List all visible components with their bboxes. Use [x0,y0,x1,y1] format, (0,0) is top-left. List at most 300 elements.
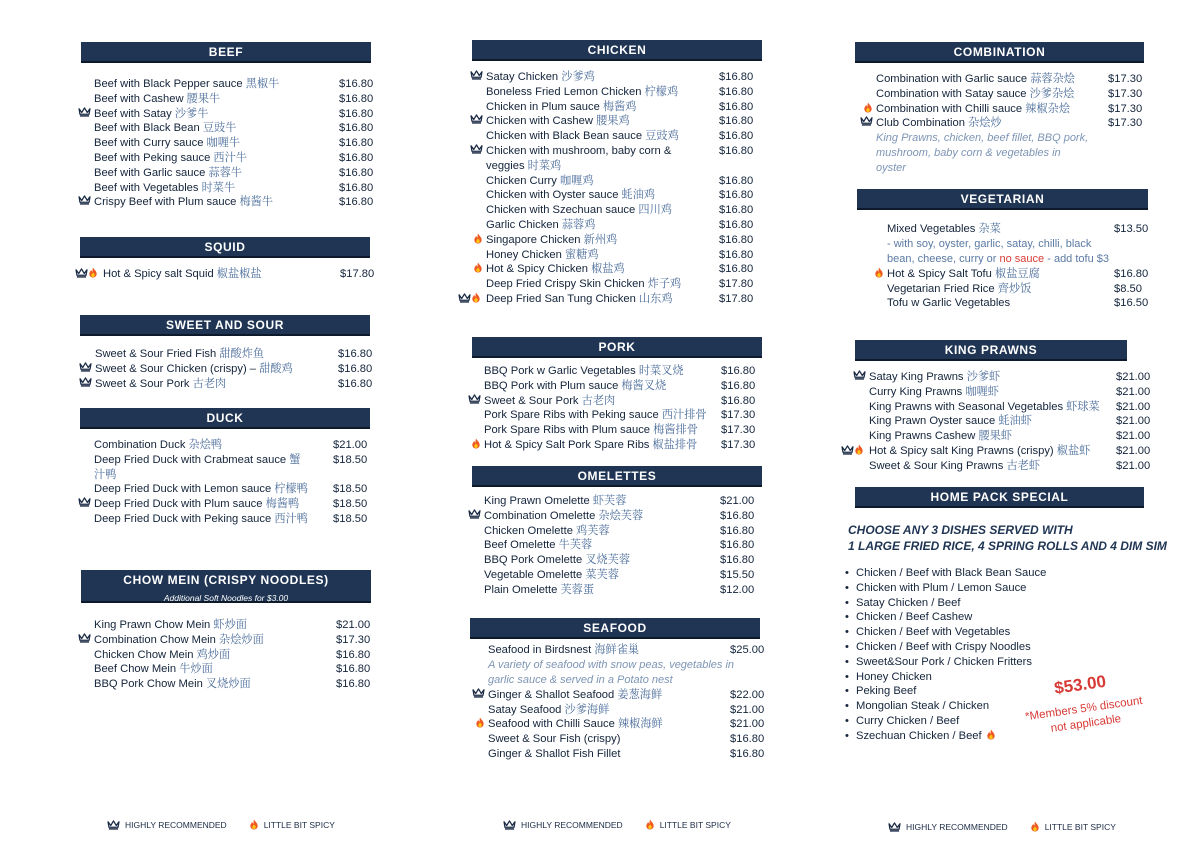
item-chinese-name: 杂烩芙蓉 [598,509,644,522]
item-price: $16.80 [721,394,756,407]
item-name: Chicken with Szechuan sauce [486,204,636,217]
item-chinese-name: 古老肉 [581,394,616,407]
item-chinese-name: 辣椒杂烩 [1025,102,1071,115]
item-name: Deep Fried Duck with Lemon sauce [94,483,272,496]
item-name: Sweet & Sour King Prawns [869,459,1004,472]
item-name: Beef Chow Mein [94,663,177,676]
item-chinese-name: 时菜叉烧 [638,365,684,377]
item-name: Beef with Black Pepper sauce [94,78,243,90]
option-label: Honey Chicken [856,670,932,683]
item-chinese-name: 虾球菜 [1066,400,1100,413]
item-chinese-name: 时菜鸡 [527,159,562,172]
item-name: Satay Seafood [488,703,562,716]
item-price: $17.30 [336,633,371,646]
item-price: $16.80 [720,509,755,522]
menu-item [466,703,776,718]
item-price: $21.00 [1116,385,1151,398]
item-price: $16.80 [719,115,754,128]
menu-item [75,648,385,663]
item-price: $17.30 [1108,73,1143,85]
menu-item [75,107,385,122]
item-chinese-name: 四川鸡 [638,204,672,217]
chow-mein-subtitle: Additional Soft Noodles for $3.00 [163,593,289,603]
item-chinese-name: 沙爹牛 [174,107,209,120]
item-price: $21.00 [1116,415,1151,428]
crown-flame-icon [75,267,98,283]
item-price: $21.00 [1116,444,1151,457]
item-price: $16.80 [719,263,754,276]
list-item [845,699,1046,714]
crown-icon [468,394,481,409]
menu-item [860,102,1160,117]
chow-mein-title: CHOW MEIN (CRISPY NOODLES) [123,573,329,587]
menu-item [466,568,776,583]
section-header-seafood: SEAFOOD [470,618,760,639]
item-price: $18.50 [333,512,368,525]
flame-icon [863,102,873,118]
menu-item [75,347,385,362]
menu-item [75,633,385,648]
section-header-chicken: CHICKEN [472,40,762,61]
option-label: Sweet&Sour Pork / Chicken Fritters [856,655,1032,668]
menu-item [466,394,776,409]
crown-icon [888,822,901,833]
menu-item [466,438,776,453]
item-name: BBQ Pork with Plum sauce [484,379,619,392]
crown-icon [860,116,873,131]
list-item [845,566,1046,581]
item-name: Curry King Prawns [869,385,963,398]
section-squid [75,267,385,282]
menu-item [466,100,776,115]
menu-item [75,136,385,151]
item-price: $16.80 [719,100,754,113]
item-chinese-name: 沙爹杂烩 [1029,87,1075,100]
item-description: King Prawns, chicken, beef fillet, BBQ pork, mushroom, baby corn & vegetables in oyster [876,132,1089,175]
item-chinese-name: 咖喱牛 [206,137,241,150]
menu-item [75,267,385,282]
item-chinese-name: 杂烩鸭 [188,439,223,451]
item-price: $25.00 [730,644,765,656]
item-chinese-name: 叉烧炒面 [205,678,251,691]
item-chinese-name: 蒜蓉鸡 [561,218,596,231]
item-name: Singapore Chicken [486,233,581,246]
item-price: $16.80 [719,204,754,217]
section-header-chow-mein [81,570,371,603]
menu-item [466,364,776,379]
menu-item [75,92,385,107]
menu-item [842,444,1152,459]
menu-item [466,408,776,423]
section-duck [75,438,385,527]
crown-icon [78,633,91,648]
item-chinese-name: 蚝油虾 [998,415,1032,428]
crown-icon [468,509,481,524]
item-price: $17.30 [721,438,756,451]
item-name: Chicken with mushroom, baby corn & veggies [486,144,672,172]
item-price: $16.80 [719,71,754,83]
option-label: Szechuan Chicken / Beef [856,729,982,742]
menu-item [466,423,776,438]
menu-item [466,688,776,703]
item-chinese-name: 蜜糖鸡 [564,248,599,261]
item-price: $21.00 [1116,400,1151,413]
item-chinese-name: 古老虾 [1006,459,1041,472]
section-chow-mein [75,618,385,692]
item-name: Combination with Satay sauce [876,87,1027,100]
item-chinese-name: 蚝油鸡 [621,189,656,202]
item-name: Beef with Satay [94,107,172,120]
section-header-combination: COMBINATION [855,42,1144,63]
item-price: $16.80 [1114,267,1149,280]
item-price: $16.80 [338,377,373,390]
legend [888,821,1138,833]
option-label: Chicken with Plum / Lemon Sauce [856,581,1027,594]
list-item [845,670,1046,685]
item-price: $16.80 [336,663,371,676]
menu-item [466,144,776,174]
item-description: A variety of seafood with snow peas, vegetables in garlic sauce & served in a Potato nest [488,658,735,686]
item-price: $16.80 [719,130,754,143]
item-price: $16.80 [720,554,755,567]
item-chinese-name: 姜葱海鲜 [617,688,663,701]
item-name: Sweet & Sour Fried Fish [95,348,217,360]
item-name: Hot & Spicy Salt Pork Spare Ribs [484,438,650,451]
item-chinese-name: 甜酸鸡 [259,362,293,375]
menu-item [75,497,385,512]
menu-item [466,70,776,85]
home-pack-description [848,522,1167,554]
menu-item [860,222,1160,237]
legend [503,819,753,831]
item-price: $18.50 [333,498,368,511]
item-chinese-name: 咖喱鸡 [559,174,594,187]
item-chinese-name: 椒盐排骨 [652,438,698,451]
section-header-pork: PORK [472,337,762,358]
menu-item [75,181,385,196]
item-chinese-name: 海鲜雀巢 [594,644,640,656]
menu-item [75,195,385,210]
item-chinese-name: 腰果鸡 [596,115,630,128]
crown-icon [472,688,485,703]
item-name: Chicken in Plum sauce [486,100,600,113]
item-name: Hot & Spicy salt King Prawns (crispy) [869,444,1054,457]
menu-item [842,370,1152,385]
list-item [845,684,1046,699]
crown-icon [78,497,91,512]
description-text-end: - add tofu $3 [1044,252,1109,265]
item-name: Sweet & Sour Chicken (crispy) – [95,362,257,375]
item-price: $16.80 [339,166,374,179]
item-chinese-name: 沙爹海鲜 [564,703,610,716]
flame-icon [874,267,884,283]
item-price: $16.80 [719,218,754,231]
menu-item [75,377,385,392]
section-sweet-and-sour [75,347,385,391]
item-chinese-name: 杂烩炒面 [219,633,264,646]
item-price: $16.80 [339,78,374,90]
crown-icon [853,370,866,385]
menu-item [466,732,776,747]
item-price: $17.80 [719,278,754,291]
item-chinese-name: 鸡芙蓉 [576,524,610,537]
item-name: Deep Fried Crispy Skin Chicken [486,278,645,291]
menu-item [466,233,776,248]
item-price: $16.80 [720,524,755,537]
section-vegetarian [860,222,1160,311]
menu-item [860,87,1160,102]
menu-item [842,400,1152,415]
list-item [845,625,1046,640]
item-description [887,237,1119,267]
item-name: Chicken Curry [486,174,557,187]
item-name: Plain Omelette [484,583,558,596]
menu-item [842,414,1152,429]
menu-item [466,218,776,233]
item-price: $15.50 [720,568,755,581]
section-combination [860,72,1160,176]
item-chinese-name: 古老肉 [192,377,227,390]
item-name: Mixed Vegetables [887,223,976,235]
item-name: King Prawn Chow Mein [94,619,211,631]
menu-item [842,429,1152,444]
item-chinese-name: 沙爹鸡 [561,71,595,83]
home-pack-line-2: 1 LARGE FRIED RICE, 4 SPRING ROLLS AND 4 DIM SIM [848,539,1167,553]
menu-item [466,248,776,263]
item-chinese-name: 芙蓉蛋 [560,583,595,596]
item-price: $16.80 [730,733,765,746]
item-name: Seafood in Birdsnest [488,644,592,656]
item-price: $17.30 [1108,87,1143,100]
menu-item [75,121,385,136]
menu-item [75,453,385,483]
list-item [845,596,1046,611]
menu-item [466,379,776,394]
item-name: Chicken Chow Mein [94,648,194,661]
item-name: Chicken Omelette [484,524,573,537]
item-price: $16.80 [730,747,765,760]
legend-spicy: LITTLE BIT SPICY [1044,822,1116,832]
item-price: $16.80 [721,365,756,377]
menu-item [75,77,385,92]
item-price: $21.00 [730,718,765,731]
menu-item [466,583,776,598]
item-price: $16.80 [339,196,374,209]
item-name: Sweet & Sour Pork [484,394,579,407]
item-price: $16.80 [336,678,371,691]
menu-item [466,277,776,292]
item-name: BBQ Pork Chow Mein [94,678,203,691]
flame-icon [473,233,483,249]
crown-flame-icon [841,444,864,460]
item-chinese-name: 山东鸡 [638,292,673,305]
item-price: $17.30 [1108,117,1143,130]
item-chinese-name: 豆豉牛 [202,122,237,135]
item-name: Beef with Peking sauce [94,151,211,164]
section-header-king-prawns: KING PRAWNS [855,340,1127,361]
section-king-prawns [842,370,1152,474]
item-chinese-name: 蒜蓉杂烩 [1030,73,1075,85]
item-price: $18.50 [333,483,368,496]
item-name: Hot & Spicy Salt Tofu [887,267,992,280]
item-name: Vegetarian Fried Rice [887,282,995,295]
item-price: $16.80 [719,189,754,202]
item-chinese-name: 杂菜 [978,223,1001,235]
section-seafood [466,643,776,762]
flame-icon [473,262,483,278]
flame-icon [986,730,996,742]
item-price: $21.00 [720,495,755,507]
flame-icon [1030,821,1040,833]
legend-recommended: HIGHLY RECOMMENDED [521,820,623,830]
menu-item [75,618,385,633]
item-name: Deep Fried Duck with Plum sauce [94,498,263,511]
item-price: $16.80 [339,107,374,120]
description-highlight: no sauce [999,252,1045,265]
item-chinese-name: 豆豉鸡 [645,130,679,143]
item-name: Ginger & Shallot Seafood [488,688,615,701]
list-item [845,729,1046,744]
list-item [845,655,1046,670]
item-price: $18.50 [333,453,368,466]
item-chinese-name: 梅酱鸭 [265,498,300,511]
section-header-vegetarian: VEGETARIAN [857,189,1148,210]
crown-icon [78,195,91,210]
item-name: Chicken with Black Bean sauce [486,130,643,143]
item-price: $16.80 [719,174,754,187]
option-label: Chicken / Beef with Vegetables [856,626,1011,639]
menu-item [466,114,776,129]
item-chinese-name: 梅酱排骨 [653,424,698,437]
flame-icon [475,717,485,733]
item-price: $16.80 [719,85,754,98]
menu-item [466,538,776,553]
item-name: Beef with Black Bean [94,122,200,135]
item-chinese-name: 辣椒海鲜 [617,718,663,731]
menu-item [75,166,385,181]
item-name: BBQ Pork Omelette [484,554,583,567]
home-pack-line-1: CHOOSE ANY 3 DISHES SERVED WITH [848,523,1073,537]
crown-icon [470,144,483,159]
item-chinese-name: 黑椒牛 [245,78,280,90]
item-price: $22.00 [730,688,765,701]
item-chinese-name: 菜芙蓉 [585,568,619,581]
item-price: $16.80 [338,348,373,360]
item-chinese-name: 叉烧芙蓉 [585,554,631,567]
menu-item [466,203,776,218]
item-name: Chicken with Cashew [486,115,593,128]
flame-icon [471,438,481,454]
menu-item [860,72,1160,87]
item-name: Combination Omelette [484,509,596,522]
menu-item [75,362,385,377]
item-chinese-name: 椒盐鸡 [591,263,625,276]
item-name: Garlic Chicken [486,218,559,231]
menu-item [75,438,385,453]
item-chinese-name: 炸子鸡 [647,278,682,291]
item-name: Satay King Prawns [869,371,964,383]
item-price: $16.80 [339,122,374,135]
item-price: $17.80 [719,292,754,305]
menu-item [75,512,385,527]
item-chinese-name: 杂烩炒 [968,117,1002,130]
item-name: BBQ Pork w Garlic Vegetables [484,365,636,377]
crown-icon [107,820,120,831]
item-chinese-name: 梅酱牛 [239,196,274,209]
item-chinese-name: 腰果牛 [186,92,221,105]
item-name: Beef with Curry sauce [94,137,204,150]
menu-item [466,509,776,524]
item-name: Chicken with Oyster sauce [486,189,619,202]
item-price: $16.50 [1114,297,1149,310]
item-chinese-name: 西汁鸭 [274,512,308,525]
menu-item [860,267,1160,282]
item-price: $16.80 [720,539,755,552]
crown-icon [79,377,92,392]
item-name: Beef Omelette [484,539,556,552]
item-name: Combination Chow Mein [94,633,216,646]
section-beef [75,77,385,210]
item-chinese-name: 虾炒面 [213,619,247,631]
section-header-duck: DUCK [80,408,370,429]
home-pack-price: $53.00 [1053,671,1108,698]
option-label: Chicken / Beef with Black Bean Sauce [856,567,1047,579]
item-price: $16.80 [338,362,373,375]
description-text: - with soy, oyster, garlic, satay, chilli, black bean, cheese, curry or [887,237,1092,265]
crown-icon [503,820,516,831]
item-price: $21.00 [1116,430,1151,443]
item-name: King Prawn Omelette [484,495,590,507]
menu-item [860,116,1160,131]
item-chinese-name: 椒盐椒盐 [216,268,262,280]
item-name: Sweet & Sour Pork [95,377,190,390]
item-price: $16.80 [721,379,756,392]
legend-recommended: HIGHLY RECOMMENDED [125,820,227,830]
item-chinese-name: 咖喱虾 [965,385,999,398]
item-name: Club Combination [876,117,965,130]
item-name: Deep Fried Duck with Peking sauce [94,512,272,525]
crown-icon [78,107,91,122]
item-chinese-name: 梅酱鸡 [602,100,637,113]
item-price: $17.30 [721,424,756,437]
item-name: Hot & Spicy Chicken [486,263,588,276]
menu-item [842,385,1152,400]
legend-spicy: LITTLE BIT SPICY [263,820,335,830]
item-chinese-name: 牛芙蓉 [558,539,593,552]
section-header-home-pack: HOME PACK SPECIAL [855,487,1144,508]
menu-item [466,174,776,189]
section-header-omelettes: OMELETTES [472,466,762,487]
flame-icon [249,819,259,831]
item-name: Pork Spare Ribs with Peking sauce [484,409,659,422]
item-chinese-name: 时菜牛 [201,181,236,194]
item-price: $16.80 [339,137,374,150]
item-name: Beef with Vegetables [94,181,199,194]
list-item [845,610,1046,625]
item-chinese-name: 椒盐虾 [1056,444,1091,457]
item-chinese-name: 蟹汁鸭 [94,453,301,481]
item-price: $16.80 [339,92,374,105]
vegetarian-items [860,267,1160,311]
item-name: Sweet & Sour Fish (crispy) [488,733,621,746]
item-name: Satay Chicken [486,71,559,83]
item-name: Pork Spare Ribs with Plum sauce [484,424,651,437]
item-name: Deep Fried San Tung Chicken [486,292,636,305]
menu-item [860,282,1160,297]
item-price: $8.50 [1114,282,1142,295]
item-price: $16.80 [336,648,371,661]
item-chinese-name: 虾芙蓉 [592,495,627,507]
